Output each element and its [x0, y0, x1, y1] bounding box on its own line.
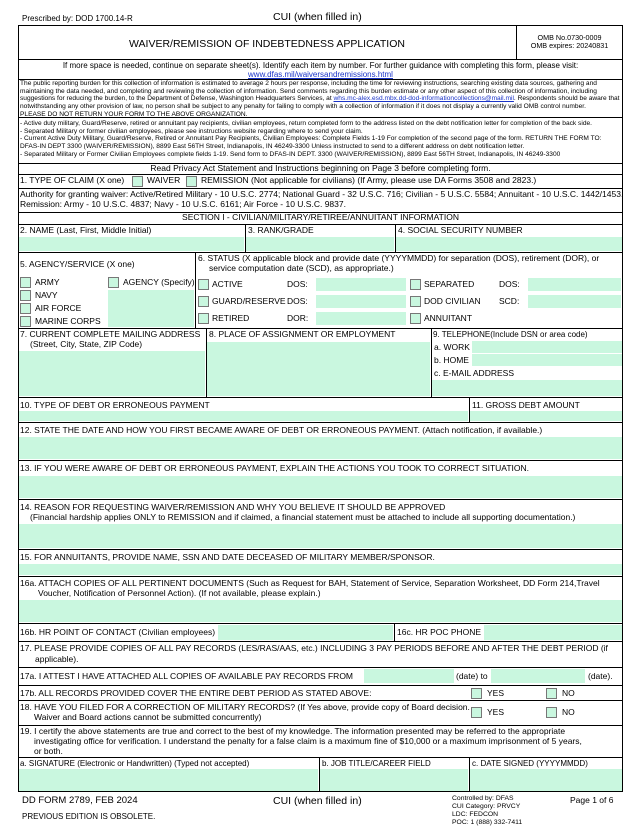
correction-records-sublabel: Waiver and Board actions cannot be submitted concurrently) — [34, 712, 262, 722]
agency-specify-input[interactable] — [108, 290, 194, 327]
guidance-link[interactable]: www.dfas.mil/waiversandremissions.html — [248, 70, 393, 79]
certification-line-3: or both. — [34, 746, 63, 756]
reason-input[interactable] — [19, 524, 622, 548]
burden-email-link[interactable]: whs.mc-alex.esd.mbx.dd-dod-informationcollections@mail.mil — [333, 95, 514, 103]
correction-no-label: NO — [562, 707, 575, 717]
agency-specify-label: AGENCY (Specify) — [123, 277, 195, 287]
mailing-address-input[interactable] — [19, 351, 205, 396]
guidance-text: If more space is needed, continue on separate sheet(s). Identify each item by number. For further guidance with completing this form, please visit: — [62, 61, 579, 70]
attest-label: 17a. I ATTEST I HAVE ATTACHED ALL COPIES OF AVAILABLE PAY RECORDS FROM — [20, 671, 354, 681]
separated-dos-label: DOS: — [499, 279, 520, 289]
place-of-assignment-label: 8. PLACE OF ASSIGNMENT OR EMPLOYMENT — [209, 329, 396, 339]
work-phone-label: a. WORK — [434, 342, 470, 352]
dor-label: DOR: — [287, 313, 309, 323]
signature-label: a. SIGNATURE (Electronic or Handwritten) (Typed not accepted) — [20, 759, 250, 768]
records-cover-no-label: NO — [562, 688, 575, 698]
records-cover-yes-checkbox[interactable] — [471, 688, 482, 699]
date-signed-input[interactable] — [470, 769, 622, 791]
job-title-label: b. JOB TITLE/CAREER FIELD — [322, 759, 431, 768]
hr-poc-phone-input[interactable] — [484, 625, 622, 640]
omb-number: OMB No.0730-0009 — [537, 33, 602, 42]
reason-label: 14. REASON FOR REQUESTING WAIVER/REMISSION AND WHY YOU BELIEVE IT SHOULD BE APPROVED — [20, 502, 446, 512]
active-dos-label: DOS: — [287, 279, 308, 289]
cui-marking-top: CUI (when filled in) — [273, 11, 362, 23]
airforce-checkbox[interactable] — [20, 303, 31, 314]
guard-dos-label: DOS: — [287, 296, 308, 306]
email-label: c. E-MAIL ADDRESS — [434, 368, 514, 378]
note-1: - Active duty military, Guard/Reserve, retired or annuitant pay recipients, civilian employees, return completed form to the address listed on the debt notification letter for completion of the back side. — [20, 120, 592, 127]
ssn-label: 4. SOCIAL SECURITY NUMBER — [398, 225, 523, 235]
dor-input[interactable] — [316, 312, 406, 325]
certification-line-2: investigating office for verification. I understand the penalty for a false claim is a maximum fine of $10,000 or a maximum imprisonment of 5 years, — [34, 736, 582, 746]
cui-marking-bottom: CUI (when filled in) — [273, 795, 362, 807]
omb-expiration: OMB expires: 20240831 — [530, 41, 609, 50]
ssn-input[interactable] — [396, 237, 622, 251]
gross-debt-input[interactable] — [470, 411, 622, 421]
pay-records-label: 17. PLEASE PROVIDE COPIES OF ALL PAY RECORDS (LES/RAS/AAS, etc.) INCLUDING 3 PAY PERIODS BEFORE AND AFTER THE DEBT PERIOD (if — [20, 643, 608, 653]
gross-debt-label: 11. GROSS DEBT AMOUNT — [472, 400, 580, 410]
note-2: - Separated Military or former civilian employees, please see instructions website regarding where to send your claim. — [20, 127, 363, 135]
form-number: DD FORM 2789, FEB 2024 — [22, 795, 138, 806]
note-3: - Current Active Duty Military, Guard/Reserve, Retired or Annuitant Pay Recipients, Civilian Employees: Complete Fields 1-19 For completion of the second page of the form. RETURN THE FORM TO: DFAS-IN DEPT 3300 (WAIVER/REMISSION), 8899 East 56TH Street, Indianapolis, IN 46249-3300 Unless instructed to send to a different address on debt notification letter. — [20, 135, 602, 151]
marine-checkbox[interactable] — [20, 316, 31, 327]
agency-specify-checkbox[interactable] — [108, 277, 119, 288]
authority-line-2: Remission: Army - 10 U.S.C. 4837; Navy - 10 U.S.C. 6161; Air Force - 10 U.S.C. 9837. — [20, 199, 346, 209]
annuitant-info-input[interactable] — [19, 564, 622, 575]
records-cover-no-checkbox[interactable] — [546, 688, 557, 699]
correction-yes-label: YES — [487, 707, 505, 717]
cui-category: CUI Category: PRVCY — [452, 803, 521, 811]
records-to-date-input[interactable] — [491, 669, 585, 683]
retired-label: RETIRED — [212, 313, 250, 323]
attach-docs-input[interactable] — [19, 600, 622, 622]
rank-label: 3. RANK/GRADE — [248, 225, 314, 235]
separated-checkbox[interactable] — [410, 279, 421, 290]
date-signed-label: c. DATE SIGNED (YYYYMMDD) — [472, 759, 588, 768]
marine-label: MARINE CORPS — [35, 316, 101, 326]
hr-poc-input[interactable] — [218, 625, 393, 640]
records-cover-label: 17b. ALL RECORDS PROVIDED COVER THE ENTIRE DEBT PERIOD AS STATED ABOVE: — [20, 688, 372, 698]
scd-input[interactable] — [528, 295, 621, 308]
records-from-date-input[interactable] — [364, 669, 454, 683]
return-instructions — [20, 120, 620, 159]
agency-label: 5. AGENCY/SERVICE (X one) — [20, 259, 135, 269]
status-label-1: 6. STATUS (X applicable block and provide date (YYYYMMDD) for separation (DOS), retirement (DOR), or — [198, 253, 600, 263]
records-cover-yes-label: YES — [487, 688, 505, 698]
status-label-2: service computation date (SCD), as appropriate.) — [209, 263, 394, 273]
annuitant-label: ANNUITANT — [424, 313, 473, 323]
mailing-address-label: 7. CURRENT COMPLETE MAILING ADDRESS — [20, 329, 201, 339]
telephone-label: 9. TELEPHONE(Include DSN or area code) — [433, 330, 588, 339]
correction-no-checkbox[interactable] — [546, 707, 557, 718]
actions-taken-label: 13. IF YOU WERE AWARE OF DEBT OR ERRONEOUS PAYMENT, EXPLAIN THE ACTIONS YOU TOOK TO CORRECT SITUATION. — [20, 463, 529, 473]
annuitant-checkbox[interactable] — [410, 313, 421, 324]
annuitant-info-label: 15. FOR ANNUITANTS, PROVIDE NAME, SSN AND DATE DECEASED OF MILITARY MEMBER/SPONSOR. — [20, 552, 435, 562]
certification-line-1: 19. I certify the above statements are true and correct to the best of my knowledge. The information presented may be referred to the appropriate — [20, 726, 566, 736]
waiver-label: WAIVER — [147, 175, 181, 185]
waiver-checkbox[interactable] — [132, 176, 143, 187]
burden-text-2: . Respondents should be aware that notwithstanding any other provision of law, no person shall be subject to any penalty for failing to comply with a collection of information if it does not display a currently valid OMB control number. — [20, 95, 620, 111]
job-title-input[interactable] — [320, 769, 468, 791]
ldc: LDC: FEDCON — [452, 811, 499, 819]
burden-statement — [20, 80, 620, 119]
name-input[interactable] — [19, 237, 244, 251]
rank-input[interactable] — [246, 237, 394, 251]
controlled-by: Controlled by: DFAS — [452, 795, 514, 802]
section-1-heading: SECTION I - CIVILIAN/MILITARY/RETIREE/ANNUITANT INFORMATION — [182, 212, 459, 222]
debt-type-input[interactable] — [19, 411, 468, 421]
army-label: ARMY — [35, 277, 60, 287]
airforce-label: AIR FORCE — [35, 303, 82, 313]
separated-label: SEPARATED — [424, 279, 475, 289]
reason-sublabel: (Financial hardship applies ONLY to REMISSION and if claimed, a financial statement must be attached to include all supporting documentation.) — [30, 512, 576, 522]
place-of-assignment-input[interactable] — [207, 342, 430, 396]
privacy-act-notice: Read Privacy Act Statement and Instructions beginning on Page 3 before completing form. — [150, 163, 491, 173]
note-4: - Separated Military or Former Civilian Employees complete fields 1-19. Send form to DFAS-IN DEPT. 3300 (WAIVER/REMISSION), 8899 East 56TH Street, Indianapolis, IN 46249-3300 — [20, 150, 561, 158]
navy-checkbox[interactable] — [20, 290, 31, 301]
hr-poc-label: 16b. HR POINT OF CONTACT (Civilian employees) — [20, 627, 216, 637]
cui-designation-block — [452, 795, 522, 828]
attach-docs-label: 16a. ATTACH COPIES OF ALL PERTINENT DOCUMENTS (Such as Request for BAH, Statement of Service, Separation Worksheet, DD Form 214,Travel — [20, 578, 600, 588]
burden-text-1: The public reporting burden for this collection of information is estimated to average 2 hours per response, including the time for reviewing instructions, searching existing data sources, gathering and maintaining the data needed, and completing and reviewing the collection of information. Send comments regarding this burden estimate or any other aspect of this collection of information, including suggestions for reducing the burden, to the Department of Defense, Washington Headquarters Services, at — [20, 80, 597, 103]
item1-label: 1. TYPE OF CLAIM (X one) — [20, 175, 125, 185]
active-dos-input[interactable] — [316, 278, 406, 291]
retired-checkbox[interactable] — [198, 313, 209, 324]
army-checkbox[interactable] — [20, 277, 31, 288]
prescribed-by: Prescribed by: DOD 1700.14-R — [22, 14, 133, 23]
date-to-label: (date) to — [456, 671, 488, 681]
actions-taken-input[interactable] — [19, 476, 622, 498]
poc: POC: 1 (888) 332-7411 — [452, 819, 523, 827]
work-phone-input[interactable] — [472, 341, 622, 353]
separated-dos-input[interactable] — [528, 278, 621, 291]
correction-records-label: 18. HAVE YOU FILED FOR A CORRECTION OF MILITARY RECORDS? (If Yes above, provide copy of Board decision. — [20, 702, 470, 712]
active-label: ACTIVE — [212, 279, 243, 289]
signature-input[interactable] — [19, 769, 318, 791]
navy-label: NAVY — [35, 290, 58, 300]
aware-date-label: 12. STATE THE DATE AND HOW YOU FIRST BECAME AWARE OF DEBT OR ERRONEOUS PAYMENT. (Attach notification, if available.) — [20, 425, 543, 435]
email-input[interactable] — [432, 380, 622, 396]
correction-yes-checkbox[interactable] — [471, 707, 482, 718]
attach-docs-sublabel: Voucher, Notification of Personnel Action). (If not available, please explain.) — [38, 588, 321, 598]
home-phone-label: b. HOME — [434, 355, 469, 365]
page-number: Page 1 of 6 — [570, 795, 614, 805]
date-end-label: (date). — [588, 671, 613, 681]
burden-text-3: PLEASE DO NOT RETURN YOUR FORM TO THE ABOVE ORGANIZATION. — [20, 110, 248, 118]
mailing-address-sublabel: (Street, City, State, ZIP Code) — [30, 339, 143, 349]
home-phone-input[interactable] — [472, 354, 622, 366]
debt-type-label: 10. TYPE OF DEBT OR ERRONEOUS PAYMENT — [20, 400, 210, 410]
name-label: 2. NAME (Last, First, Middle Initial) — [20, 225, 152, 235]
guard-dos-input[interactable] — [316, 295, 406, 308]
remission-checkbox[interactable] — [186, 176, 197, 187]
dod-civilian-checkbox[interactable] — [410, 296, 421, 307]
active-checkbox[interactable] — [198, 279, 209, 290]
authority-line-1: Authority for granting waiver: Active/Retired Military - 10 U.S.C. 2774; National Guard - 32 U.S.C. 716; Civilian - 5 U.S.C. 5584; Annuitant - 10 U.S.C. 1442/1453. — [20, 189, 624, 199]
guard-reserve-label: GUARD/RESERVE — [212, 296, 286, 306]
hr-poc-phone-label: 16c. HR POC PHONE — [397, 627, 482, 637]
obsolete-notice: PREVIOUS EDITION IS OBSOLETE. — [22, 812, 156, 821]
form-title: WAIVER/REMISSION OF INDEBTEDNESS APPLICATION — [129, 38, 405, 50]
pay-records-sublabel: applicable). — [35, 654, 79, 664]
guard-reserve-checkbox[interactable] — [198, 296, 209, 307]
aware-date-input[interactable] — [19, 437, 622, 459]
dod-civilian-label: DOD CIVILIAN — [424, 296, 481, 306]
scd-label: SCD: — [499, 296, 520, 306]
remission-label: REMISSION (Not applicable for civilians) (If Army, please use DA Forms 3508 and 2823.) — [201, 175, 537, 185]
